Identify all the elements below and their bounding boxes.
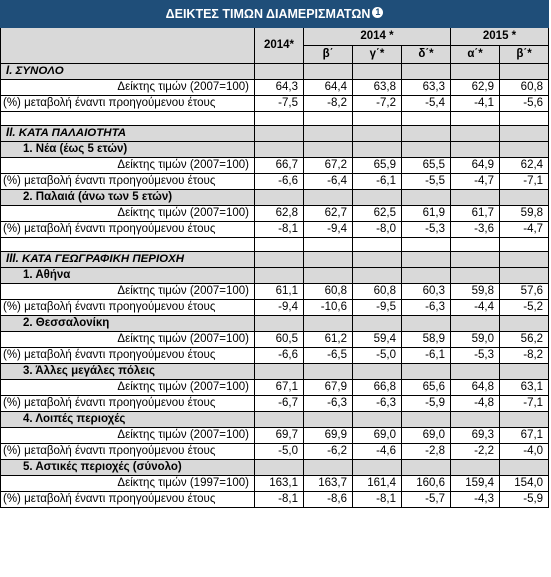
change-value: -8,1 [255,492,304,508]
group-blank [500,364,549,380]
section-blank [304,126,353,142]
change-value: -4,3 [451,492,500,508]
change-value: -10,6 [304,300,353,316]
header-quarter: γ΄* [353,46,402,64]
header-2014-quarters: 2014 * [304,28,451,46]
index-row [1,206,549,222]
header-quarter: δ΄* [402,46,451,64]
section-title: I. ΣΥΝΟΛΟ [1,64,255,80]
index-value: 62,9 [451,80,500,96]
group-blank [304,190,353,206]
change-label: (%) μεταβολή έναντι προηγούμενου έτους [1,222,255,238]
index-value: 62,8 [255,206,304,222]
index-value: 60,8 [304,284,353,300]
change-label: (%) μεταβολή έναντι προηγούμενου έτους [1,348,255,364]
group-blank [402,316,451,332]
index-value: 66,7 [255,158,304,174]
table-title-row [1,1,549,28]
change-value: -8,1 [353,492,402,508]
index-value: 69,0 [353,428,402,444]
index-label: Δείκτης τιμών (2007=100) [1,158,255,174]
change-value: -8,1 [255,222,304,238]
change-row [1,444,549,460]
section-blank [451,126,500,142]
group-blank [255,460,304,476]
change-label: (%) μεταβολή έναντι προηγούμενου έτους [1,96,255,112]
index-value: 66,8 [353,380,402,396]
section-blank [304,64,353,80]
group-blank [451,190,500,206]
group-title: 2. Παλαιά (άνω των 5 ετών) [1,190,255,206]
group-row [1,142,549,158]
change-value: -8,2 [500,348,549,364]
change-value: -8,6 [304,492,353,508]
change-value: -2,2 [451,444,500,460]
change-value: -3,6 [451,222,500,238]
group-blank [255,190,304,206]
group-title: 5. Αστικές περιοχές (σύνολο) [1,460,255,476]
group-blank [353,316,402,332]
index-value: 60,3 [402,284,451,300]
table-title-cell [1,1,549,28]
change-value: -6,6 [255,348,304,364]
index-value: 64,3 [255,80,304,96]
group-blank [353,142,402,158]
index-value: 61,7 [451,206,500,222]
change-value: -8,2 [304,96,353,112]
spacer-cell [451,112,500,126]
header-quarter: β΄ [304,46,353,64]
index-label: Δείκτης τιμών (2007=100) [1,332,255,348]
change-value: -5,0 [255,444,304,460]
group-row [1,190,549,206]
group-blank [500,412,549,428]
index-value: 63,1 [500,380,549,396]
index-value: 69,7 [255,428,304,444]
spacer-row [1,238,549,252]
change-value: -6,7 [255,396,304,412]
index-label: Δείκτης τιμών (2007=100) [1,284,255,300]
index-value: 159,4 [451,476,500,492]
change-value: -6,3 [304,396,353,412]
index-row [1,380,549,396]
group-blank [353,412,402,428]
index-value: 57,6 [500,284,549,300]
table-title: ΔΕΙΚΤΕΣ ΤΙΜΩΝ ΔΙΑΜΕΡΙΣΜΑΤΩΝ [165,7,371,21]
change-value: -8,0 [353,222,402,238]
group-blank [402,268,451,284]
header-2015-quarters: 2015 * [451,28,549,46]
change-value: -6,4 [304,174,353,190]
group-title: 1. Νέα (έως 5 ετών) [1,142,255,158]
group-blank [451,364,500,380]
spacer-cell [304,238,353,252]
index-value: 60,5 [255,332,304,348]
group-blank [304,412,353,428]
index-value: 60,8 [500,80,549,96]
group-blank [304,316,353,332]
change-value: -5,9 [500,492,549,508]
index-value: 62,7 [304,206,353,222]
section-blank [402,64,451,80]
change-value: -6,3 [402,300,451,316]
spacer-cell [304,112,353,126]
spacer-cell [255,112,304,126]
spacer-cell [1,112,255,126]
change-label: (%) μεταβολή έναντι προηγούμενου έτους [1,300,255,316]
change-value: -4,6 [353,444,402,460]
change-value: -6,1 [402,348,451,364]
header-group-row [1,28,549,46]
section-blank [402,126,451,142]
group-blank [255,268,304,284]
group-blank [304,268,353,284]
spacer-cell [353,112,402,126]
change-value: -6,6 [255,174,304,190]
index-row [1,284,549,300]
change-value: -4,4 [451,300,500,316]
change-value: -4,0 [500,444,549,460]
index-value: 67,2 [304,158,353,174]
group-blank [402,460,451,476]
group-blank [255,364,304,380]
change-value: -5,6 [500,96,549,112]
change-row [1,222,549,238]
group-blank [255,316,304,332]
section-blank [451,252,500,268]
index-value: 67,1 [500,428,549,444]
section-title: III. ΚΑΤΑ ΓΕΩΓΡΑΦΙΚΗ ΠΕΡΙΟΧΗ [1,252,255,268]
group-title: 3. Άλλες μεγάλες πόλεις [1,364,255,380]
change-value: -4,7 [500,222,549,238]
header-quarter: β΄* [500,46,549,64]
group-blank [304,364,353,380]
index-value: 59,0 [451,332,500,348]
index-value: 69,3 [451,428,500,444]
change-value: -6,1 [353,174,402,190]
change-value: -9,4 [304,222,353,238]
change-value: -7,1 [500,396,549,412]
group-row [1,460,549,476]
change-value: -2,8 [402,444,451,460]
group-blank [451,460,500,476]
index-value: 61,1 [255,284,304,300]
index-row [1,158,549,174]
section-blank [304,252,353,268]
group-blank [451,142,500,158]
index-value: 67,9 [304,380,353,396]
change-value: -7,5 [255,96,304,112]
group-blank [402,190,451,206]
section-blank [255,126,304,142]
change-value: -6,5 [304,348,353,364]
index-row [1,80,549,96]
change-value: -4,8 [451,396,500,412]
change-label: (%) μεταβολή έναντι προηγούμενου έτους [1,444,255,460]
group-blank [500,316,549,332]
index-value: 61,9 [402,206,451,222]
change-value: -5,3 [402,222,451,238]
group-blank [402,142,451,158]
change-label: (%) μεταβολή έναντι προηγούμενου έτους [1,492,255,508]
index-value: 64,9 [451,158,500,174]
index-value: 65,9 [353,158,402,174]
section-blank [500,126,549,142]
index-value: 64,4 [304,80,353,96]
index-value: 69,9 [304,428,353,444]
change-value: -5,9 [402,396,451,412]
change-value: -4,1 [451,96,500,112]
table-body [1,64,549,508]
index-value: 59,4 [353,332,402,348]
change-value: -4,7 [451,174,500,190]
index-value: 62,4 [500,158,549,174]
index-value: 60,8 [353,284,402,300]
section-blank [402,252,451,268]
group-blank [451,268,500,284]
spacer-cell [402,238,451,252]
index-label: Δείκτης τιμών (2007=100) [1,206,255,222]
group-blank [353,364,402,380]
section-title: II. ΚΑΤΑ ΠΑΛΑΙΟΤΗΤΑ [1,126,255,142]
group-blank [353,268,402,284]
change-value: -9,5 [353,300,402,316]
group-blank [500,190,549,206]
section-blank [255,252,304,268]
spacer-cell [451,238,500,252]
index-row [1,428,549,444]
change-value: -5,2 [500,300,549,316]
index-value: 61,2 [304,332,353,348]
index-row [1,332,549,348]
group-row [1,268,549,284]
index-value: 58,9 [402,332,451,348]
section-blank [255,64,304,80]
group-blank [500,142,549,158]
index-label: Δείκτης τιμών (2007=100) [1,80,255,96]
group-blank [402,364,451,380]
index-value: 63,8 [353,80,402,96]
index-value: 161,4 [353,476,402,492]
change-value: -7,1 [500,174,549,190]
index-value: 154,0 [500,476,549,492]
change-value: -5,4 [402,96,451,112]
index-label: Δείκτης τιμών (1997=100) [1,476,255,492]
group-blank [353,460,402,476]
group-row [1,364,549,380]
footnote-icon: 1 [372,7,383,18]
group-row [1,412,549,428]
change-value: -5,0 [353,348,402,364]
group-blank [500,268,549,284]
section-row [1,252,549,268]
change-value: -7,2 [353,96,402,112]
group-title: 2. Θεσσαλονίκη [1,316,255,332]
spacer-cell [500,238,549,252]
group-title: 1. Αθήνα [1,268,255,284]
change-row [1,300,549,316]
index-value: 62,5 [353,206,402,222]
group-blank [304,460,353,476]
index-value: 59,8 [451,284,500,300]
change-row [1,96,549,112]
change-value: -5,7 [402,492,451,508]
spacer-cell [500,112,549,126]
index-value: 163,7 [304,476,353,492]
index-value: 64,8 [451,380,500,396]
index-label: Δείκτης τιμών (2007=100) [1,428,255,444]
group-blank [353,190,402,206]
change-row [1,492,549,508]
spacer-cell [255,238,304,252]
section-blank [353,64,402,80]
index-value: 56,2 [500,332,549,348]
spacer-cell [1,238,255,252]
index-value: 65,6 [402,380,451,396]
index-value: 160,6 [402,476,451,492]
spacer-cell [402,112,451,126]
spacer-cell [353,238,402,252]
index-value: 65,5 [402,158,451,174]
change-row [1,396,549,412]
group-blank [255,412,304,428]
group-blank [255,142,304,158]
section-blank [451,64,500,80]
change-value: -6,3 [353,396,402,412]
section-blank [500,252,549,268]
change-value: -9,4 [255,300,304,316]
section-blank [353,252,402,268]
change-label: (%) μεταβολή έναντι προηγούμενου έτους [1,174,255,190]
section-row [1,64,549,80]
section-blank [500,64,549,80]
change-label: (%) μεταβολή έναντι προηγούμενου έτους [1,396,255,412]
index-value: 163,1 [255,476,304,492]
header-blank [1,28,255,64]
section-blank [353,126,402,142]
change-row [1,348,549,364]
group-blank [451,316,500,332]
group-blank [451,412,500,428]
index-value: 63,3 [402,80,451,96]
section-row [1,126,549,142]
header-2014-annual: 2014* [255,28,304,64]
change-value: -6,2 [304,444,353,460]
change-value: -5,3 [451,348,500,364]
group-row [1,316,549,332]
group-blank [402,412,451,428]
index-value: 67,1 [255,380,304,396]
header-quarter: α΄* [451,46,500,64]
change-row [1,174,549,190]
index-value: 59,8 [500,206,549,222]
group-title: 4. Λοιπές περιοχές [1,412,255,428]
index-label: Δείκτης τιμών (2007=100) [1,380,255,396]
group-blank [500,460,549,476]
index-value: 69,0 [402,428,451,444]
change-value: -5,5 [402,174,451,190]
index-row [1,476,549,492]
spacer-row [1,112,549,126]
group-blank [304,142,353,158]
